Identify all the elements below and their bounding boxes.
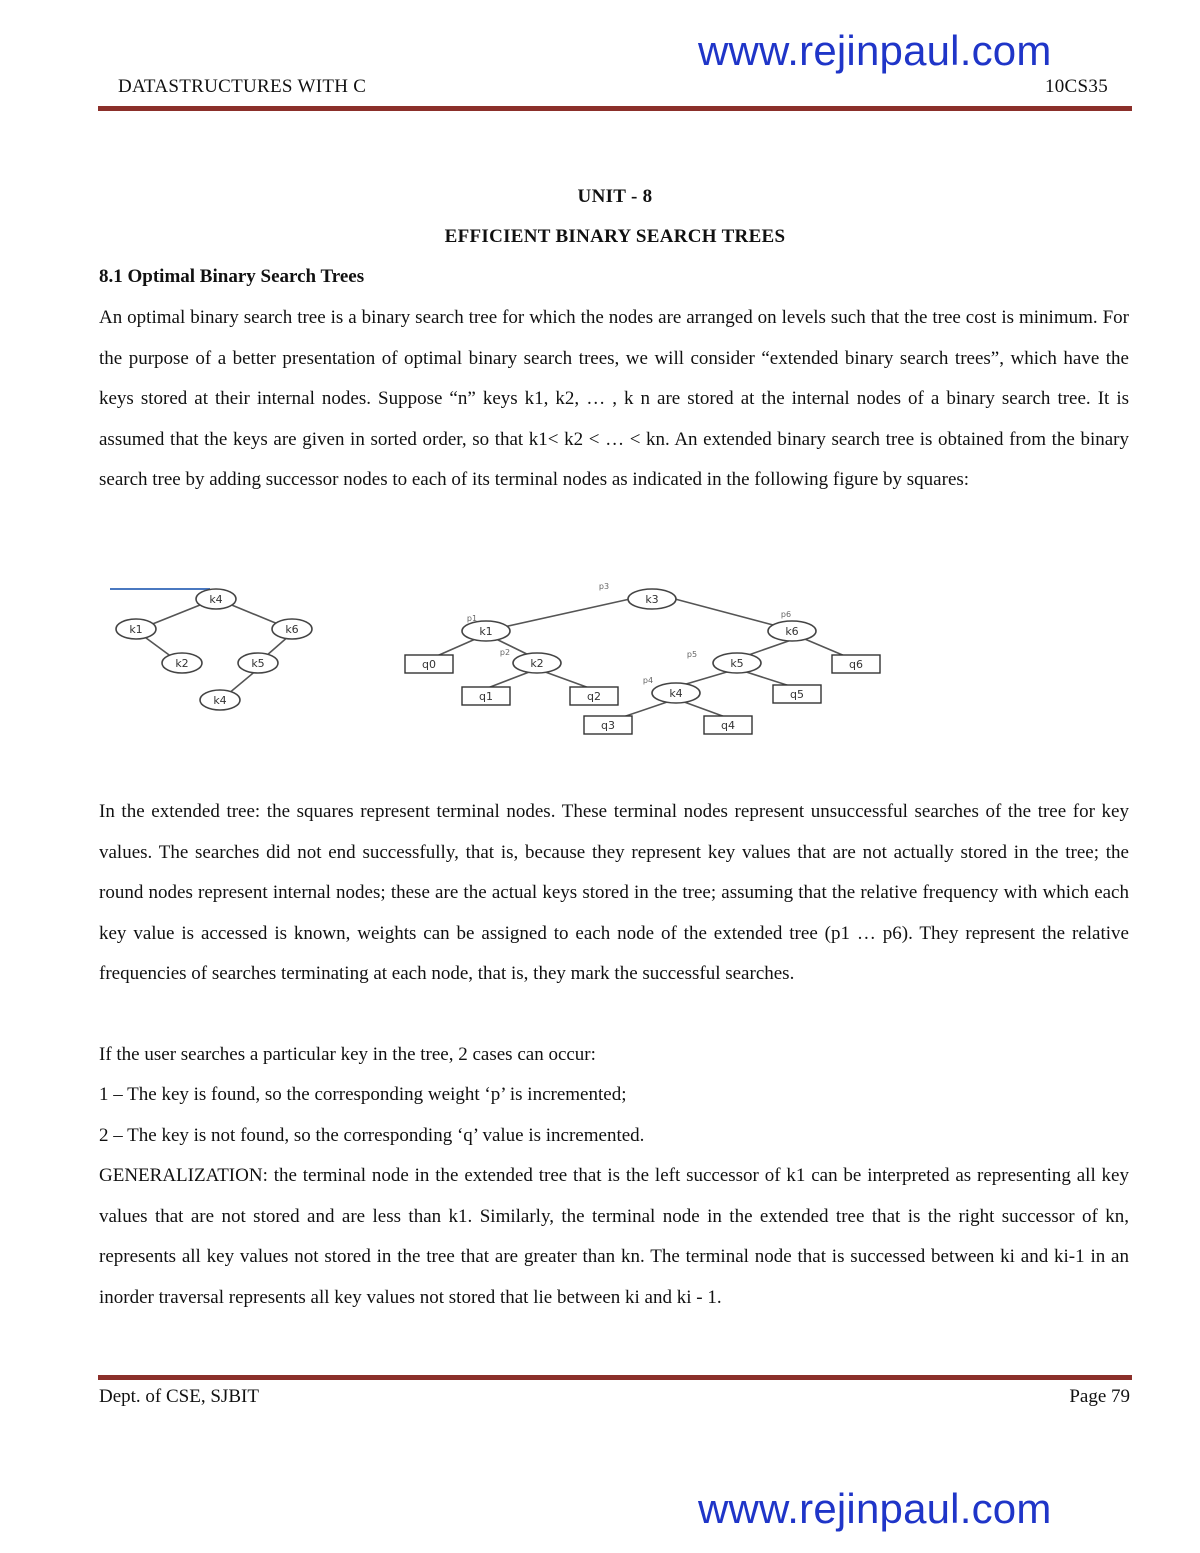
label-left-k1: k1 [129,623,143,636]
weight-p3: p3 [598,582,610,591]
header-course-title: DATASTRUCTURES WITH C [118,76,367,97]
header-divider [98,106,1132,111]
watermark-bottom-link[interactable]: www.rejinpaul.com [698,1485,1052,1532]
header-course-code: 10CS35 [1044,76,1108,97]
label-right-k2: k2 [530,657,544,670]
unit-title: UNIT - 8 [577,186,653,207]
label-left-k4-leaf: k4 [213,694,227,707]
extended-bst-figure [100,575,900,745]
section-heading: 8.1 Optimal Binary Search Trees [99,266,365,287]
label-left-k4-root: k4 [209,593,223,606]
weight-p1: p1 [466,614,478,623]
label-q4: q4 [721,719,735,732]
weight-p5: p5 [686,650,698,659]
footer-page-number: Page 79 [1069,1386,1130,1407]
label-right-k5: k5 [730,657,744,670]
cases-intro: If the user searches a particular key in the tree, 2 cases can occur: [99,1044,596,1065]
label-q6: q6 [849,658,863,671]
footer-department: Dept. of CSE, SJBIT [99,1386,259,1407]
label-q5: q5 [790,688,804,701]
label-left-k5: k5 [251,657,265,670]
case-1: 1 – The key is found, so the corresponding weight ‘p’ is incremented; [99,1084,627,1105]
label-right-k4: k4 [669,687,683,700]
chapter-title: EFFICIENT BINARY SEARCH TREES [444,226,786,247]
intro-paragraph: An optimal binary search tree is a binary search tree for which the nodes are arranged on levels such that the tree cost is minimum. For the purpose of a better presentation of optimal binary search trees, we will consider “extended binary search trees”, which have the keys stored at their internal nodes. Suppose “n” keys k1, k2, … , k n are stored at the internal nodes of a binary search tree. It is assumed that the keys are given in sorted order, so that k1< k2 < … < kn. An extended binary search tree is obtained from the binary search tree by adding successor nodes to each of its terminal nodes as indicated in the following figure by squares: [99,307,1129,490]
weight-p2: p2 [499,648,511,657]
label-right-k3: k3 [645,593,659,606]
extended-tree-paragraph: In the extended tree: the squares represent terminal nodes. These terminal nodes represent unsuccessful searches of the tree for key values. The searches did not end successfully, that is, because they represent key values that are not actually stored in the tree; the round nodes represent internal nodes; these are the actual keys stored in the tree; assuming that the relative frequency with which each key value is accessed is known, weights can be assigned to each node of the extended tree (p1 … p6). They represent the relative frequencies of searches terminating at each node, that is, they mark the successful searches. [99,801,1129,984]
label-q3: q3 [601,719,615,732]
generalization-paragraph: GENERALIZATION: the terminal node in the extended tree that is the left successor of k1 can be interpreted as representing all key values that are not stored and are less than k1. Similarly, the terminal node in the extended tree that is the right successor of kn, represents all key values not stored in the tree that are greater than kn. The terminal node that is successed between ki and ki-1 in an inorder traversal represents all key values not stored that lie between ki and ki - 1. [99,1165,1129,1308]
footer-divider [98,1375,1132,1380]
weight-p4: p4 [642,676,654,685]
label-right-k6: k6 [785,625,799,638]
label-left-k6: k6 [285,623,299,636]
weight-p6: p6 [780,610,792,619]
label-q0: q0 [422,658,436,671]
label-left-k2: k2 [175,657,189,670]
case-2: 2 – The key is not found, so the corresponding ‘q’ value is incremented. [99,1125,645,1146]
label-right-k1: k1 [479,625,493,638]
label-q1: q1 [479,690,493,703]
watermark-top-link[interactable]: www.rejinpaul.com [698,27,1052,74]
label-q2: q2 [587,690,601,703]
